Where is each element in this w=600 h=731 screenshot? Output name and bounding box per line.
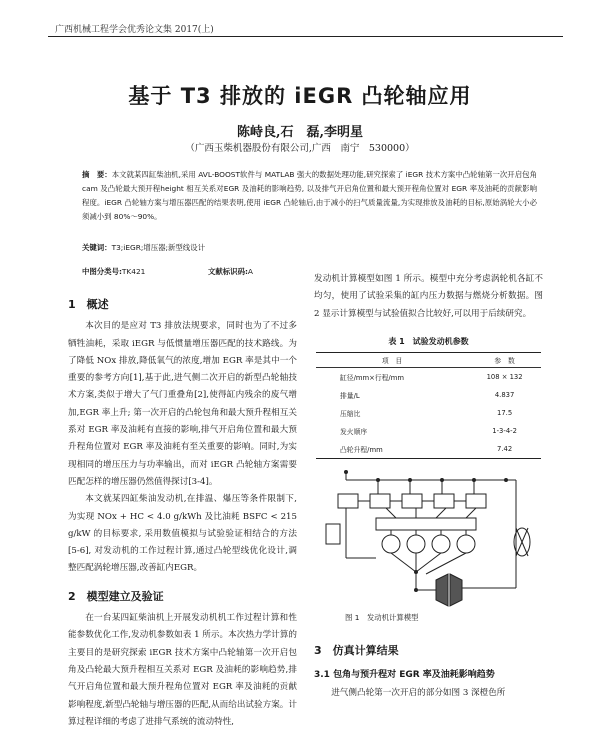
- running-header: 广西机械工程学会优秀论文集 2017(上): [55, 25, 214, 35]
- engine-parameter-table: [316, 352, 541, 459]
- section-3-heading: 3 仿真计算结果: [314, 644, 399, 657]
- table-cell: 发火顺序: [340, 428, 368, 436]
- table-cell: 缸径/mm×行程/mm: [340, 374, 404, 382]
- paper-authors: 陈峙良,石 磊,李明星: [236, 125, 364, 140]
- paper-title: 基于 T3 排放的 iEGR 凸轮轴应用: [128, 84, 472, 108]
- section-1-paragraph-1: 本次目的是应对 T3 排放法规要求，同时也为了不过多牺牲油耗，采取 iEGR 与低惯量增压器匹配的技术路线。为了降低 NOx 排放,降低氧气的浓度,增加 EGR 率是其中一个重要的参考方向[1],基于此,进气侧二次开启的新型凸轮轴技术方案,类似于增大了气门重叠角[2],使得缸内残余的废气增加,EGR 率上升; 第一次开启的凸轮包角和最大预升程相互关系对 EGR 率及油耗有直接的影响,排气开启角位置和最大预升程角位置对 EGR 率及油耗有至关重要的影响。同时,为实现相同的增压压力与功率输出，而对 iEGR 凸轮轴方案需要匹配怎样的增压器仍然值得探讨[3-4]。: [68, 321, 297, 487]
- table-row: [316, 404, 541, 422]
- table-cell: 凸轮升程/mm: [316, 440, 468, 459]
- right-paragraph-1: 发动机计算模型如图 1 所示。模型中充分考虑涡轮机各缸不均匀，使用了试验采集的缸内压力数据与燃烧分析数据。图 2 显示计算模型与试验值拟合比较好,可以用于后续研究。: [314, 274, 543, 319]
- keywords-label: 关键词：: [82, 243, 112, 252]
- table-cell: 排量/L: [340, 392, 360, 400]
- section-2-heading: 2 模型建立及验证: [68, 589, 164, 603]
- table-cell: 4.837: [494, 391, 515, 399]
- clc-label: 中图分类号:: [82, 267, 122, 276]
- table-row: [316, 440, 541, 459]
- section-3: [314, 642, 543, 702]
- section-2-paragraph-1: 在一台某四缸柴油机上开展发动机机工作过程计算和性能参数优化工作,发动机参数如表 1 所示。本次热力学计算的主要目的是研究探索 iEGR 技术方案中凸轮轴第一次开启包角及凸轮最大预升程相互关系对 EGR 及油耗的影响趋势,排气开启角位置和最大预升程角位置对 EGR 率及油耗的贡献影响程度,新型凸轮轴与增压器的匹配,从而给出试验方案。计算过程详细的考虑了进排气系统的流动特性,: [68, 613, 297, 727]
- table-header-item: 项 目: [316, 353, 468, 368]
- engine-model-diagram: [316, 462, 541, 607]
- doc-code-value: A: [247, 267, 253, 276]
- abstract-label: 摘 要：: [82, 170, 112, 179]
- table-cell: 1-3-4-2: [492, 427, 517, 435]
- table-cell: 7.42: [468, 440, 541, 459]
- table-row: [316, 422, 541, 440]
- table-row: [316, 368, 541, 387]
- table-row: [316, 386, 541, 404]
- abstract: [82, 168, 537, 224]
- keywords: [82, 242, 205, 253]
- header-rule: [48, 36, 563, 37]
- paper-affiliation: （广西玉柴机器股份有限公司,广西 南宁 530000）: [185, 143, 415, 154]
- section-1-paragraph-2: 本文就某四缸柴油发动机,在排温、爆压等条件限制下, 为实现 NOx + HC < 4.0 g/kWh 及比油耗 BSFC < 215 g/kW 的目标要求, 采用数值模拟与试验验证相结合的方法 [5-6], 对发动机的工作过程计算,通过凸轮型线优化设计,调整匹配涡轮增压器,改善缸内EGR。: [68, 494, 297, 574]
- keywords-text: T3;iEGR;增压器;新型线设计: [111, 243, 205, 252]
- doc-code-label: 文献标识码:: [208, 267, 248, 276]
- document-code: [208, 266, 253, 277]
- right-column-top: [314, 271, 543, 323]
- section-3-1-paragraph-1: 进气侧凸轮第一次开启的部分如图 3 深橙色所: [331, 687, 506, 698]
- section-1-heading: 1 概述: [68, 298, 109, 311]
- table-cell: 17.5: [497, 409, 513, 417]
- clc-value: TK421: [121, 267, 146, 276]
- table-cell: 108 × 132: [486, 373, 523, 381]
- clc-number: [82, 266, 145, 277]
- abstract-text: 本文就某四缸柴油机,采用 AVL-BOOST软件与 MATLAB 强大的数据处理功能,研究探索了 iEGR 技术方案中凸轮轴第一次开启包角 cam 及凸轮最大预开程height 相互关系对EGR 及油耗的影响趋势, 以及排气开启角位置和最大预开程角位置对 EGR 率及油耗的贡献影响程度。iEGR 凸轮轴方案与增压器匹配的结果表明,使用 iEGR 凸轮轴后,由于减小的扫气质量流量,为实现排放及油耗的目标,原始涡轮大小必须减小到 80%～90%。: [82, 170, 537, 221]
- table-1-title: 表 1 试验发动机参数: [388, 337, 469, 346]
- figure-1-caption: 图 1 发动机计算模型: [345, 613, 419, 622]
- table-cell: 压缩比: [340, 410, 361, 418]
- section-3-1-heading: 3.1 包角与预升程对 EGR 率及油耗影响趋势: [314, 670, 495, 681]
- left-column: [68, 296, 297, 731]
- table-header-value: 参 数: [468, 353, 541, 368]
